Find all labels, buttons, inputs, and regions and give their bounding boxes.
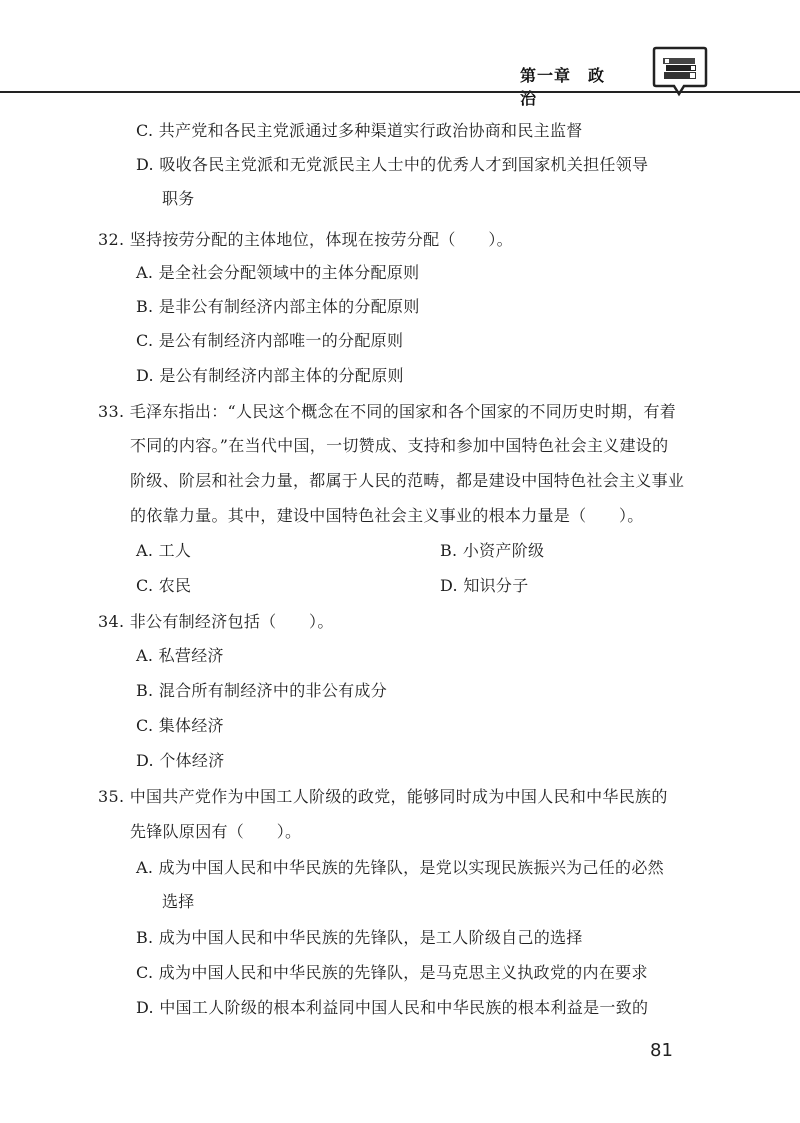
q33-stem-3: 阶级、阶层和社会力量，都属于人民的范畴，都是建设中国特色社会主义事业	[130, 471, 685, 490]
q33-stem-2: 不同的内容。”在当代中国，一切赞成、支持和参加中国特色社会主义建设的	[130, 436, 669, 455]
q35-stem-1: 35. 中国共产党作为中国工人阶级的政党，能够同时成为中国人民和中华民族的	[98, 787, 668, 806]
q35-option-d: D. 中国工人阶级的根本利益同中国人民和中华民族的根本利益是一致的	[136, 998, 649, 1017]
q34-stem: 34. 非公有制经济包括（ ）。	[98, 612, 334, 631]
q34-option-c: C. 集体经济	[136, 716, 224, 735]
q32-option-b: B. 是非公有制经济内部主体的分配原则	[136, 297, 420, 316]
q33-option-b: B. 小资产阶级	[440, 541, 545, 560]
q34-option-b: B. 混合所有制经济中的非公有成分	[136, 681, 388, 700]
page-number: 81	[650, 1040, 673, 1061]
q35-option-a-cont: 选择	[162, 892, 195, 911]
q32-option-c: C. 是公有制经济内部唯一的分配原则	[136, 331, 404, 350]
chapter-title: 第一章 政治	[520, 66, 606, 108]
q31-option-d-cont: 职务	[162, 189, 195, 208]
header-rule	[0, 91, 800, 93]
q35-option-b: B. 成为中国人民和中华民族的先锋队，是工人阶级自己的选择	[136, 928, 583, 947]
q32-option-d: D. 是公有制经济内部主体的分配原则	[136, 366, 404, 385]
q31-option-d: D. 吸收各民主党派和无党派民主人士中的优秀人才到国家机关担任领导	[136, 155, 649, 174]
q31-option-c: C. 共产党和各民主党派通过多种渠道实行政治协商和民主监督	[136, 121, 583, 140]
q32-stem: 32. 坚持按劳分配的主体地位，体现在按劳分配（ ）。	[98, 230, 513, 249]
q33-option-d: D. 知识分子	[440, 576, 529, 595]
q33-option-a: A. 工人	[136, 541, 192, 560]
q34-option-d: D. 个体经济	[136, 751, 225, 770]
q33-option-c: C. 农民	[136, 576, 192, 595]
q35-stem-2: 先锋队原因有（ ）。	[130, 822, 302, 841]
q32-option-a: A. 是全社会分配领域中的主体分配原则	[136, 263, 420, 282]
q33-stem-1: 33. 毛泽东指出：“人民这个概念在不同的国家和各个国家的不同历史时期，有着	[98, 402, 677, 421]
q33-stem-4: 的依靠力量。其中，建设中国特色社会主义事业的根本力量是（ ）。	[130, 506, 644, 525]
q35-option-c: C. 成为中国人民和中华民族的先锋队，是马克思主义执政党的内在要求	[136, 963, 648, 982]
books-icon	[652, 44, 708, 98]
q34-option-a: A. 私营经济	[136, 646, 224, 665]
q35-option-a: A. 成为中国人民和中华民族的先锋队，是党以实现民族振兴为己任的必然	[136, 858, 664, 877]
